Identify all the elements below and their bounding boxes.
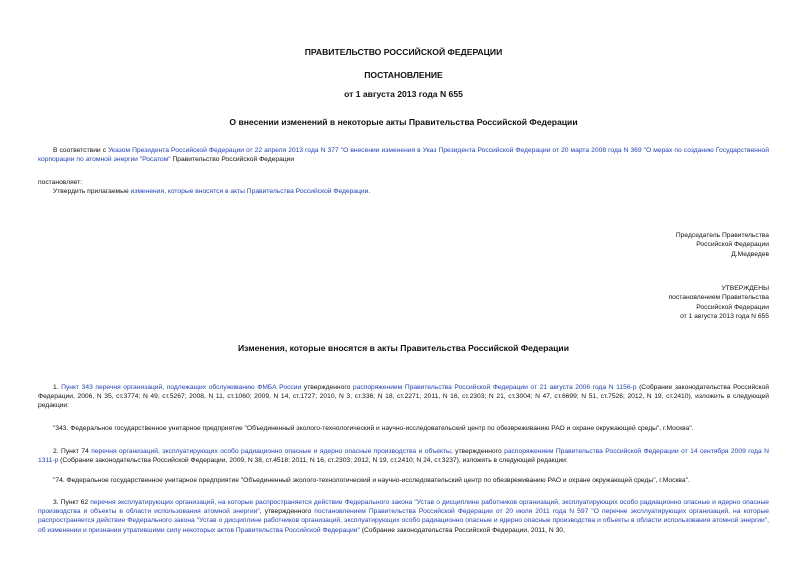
signature-position: Председатель Правительства <box>675 232 769 239</box>
preamble-text-end: Правительство Российской Федерации <box>170 156 295 164</box>
document-title: О внесении изменений в некоторые акты Правительства Российской Федерации <box>229 117 578 127</box>
item-1-text-b: (Собрание законодательства Российской Федерации, 2006, N 35, ст.3774; N 49, ст.5267; 2008, N 11, ст.1060; 2009, N 14, ст.1727; 2010, N 3, ст.336; N 18, ст.2271; 2011, N 16, ст.2303; N 21, ст.3004; N 47, ст.6699; N 51, ст.7526; 2012, N 19, ст.2410), изложить в следующей редакции: <box>38 384 769 410</box>
signature-block <box>676 231 769 259</box>
item-3-paragraph <box>38 498 769 535</box>
item-1-list-link[interactable]: Пункт 343 перечня организаций, подлежащих обслуживанию ФМБА России <box>61 384 302 391</box>
item-2-text-a: 2. Пункт 74 <box>53 448 92 455</box>
changes-link[interactable]: изменения, которые вносятся в акты Правительства Российской Федерации <box>130 188 369 195</box>
item-2-quote: "74. Федеральное государственное унитарное предприятие "Объединенный эколого-технологический и научно-исследовательский центр по обезвреживанию РАО и охране окружающей среды", г.Москва". <box>53 477 690 484</box>
approval-date: от 1 августа 2013 года N 655 <box>680 313 769 321</box>
approval-line-2: постановлением Правительства <box>668 294 769 302</box>
item-3-resolution-link[interactable]: постановлением Правительства Российской Федерации от 20 июля 2011 года N 597 "О перечне эксплуатирующих организаций, на которые распространяется действие Федерального закона "Устав о дисциплине работников организаций, эксплуатирующих особо радиационно опасные и ядерно опасные производства и объекты в области использования атомной энергии", об изменении и признании утратившими силу некоторых актов Правительства Российской Федерации" <box>38 508 769 534</box>
approve-text-end: . <box>368 188 371 195</box>
government-heading: ПРАВИТЕЛЬСТВО РОССИЙСКОЙ ФЕДЕРАЦИИ <box>304 47 503 57</box>
item-1-quote: "343. Федеральное государственное унитарное предприятие "Объединенный эколого-технологический и научно-исследовательский центр по обезвреживанию РАО и охране окружающей среды", г.Москва". <box>53 425 694 432</box>
item-2-text-b: , утвержденного <box>450 448 505 455</box>
approval-block <box>669 284 769 322</box>
approval-line-3: Российской Федерации <box>696 303 769 311</box>
item-1-paragraph <box>38 383 769 411</box>
changes-title: Изменения, которые вносятся в акты Правительства Российской Федерации <box>237 343 569 353</box>
resolves-line: постановляет: <box>38 179 83 186</box>
document-date-number: от 1 августа 2013 года N 655 <box>344 89 463 99</box>
item-1-order-link[interactable]: распоряжением Правительства Российской Федерации от 21 августа 2006 года N 1156-р <box>352 384 637 391</box>
item-3-text-a: 3. Пункт 62 <box>53 499 91 506</box>
item-2-text-c: (Собрание законодательства Российской Федерации, 2009, N 38, ст.4518; 2011, N 16, ст.2303; 2012, N 19, ст.2410; N 24, ст.3237), изложить в следующей редакции: <box>58 457 568 465</box>
item-2-paragraph <box>38 447 769 465</box>
item-3-text-b: , утвержденного <box>259 508 315 516</box>
item-2-order-link[interactable]: распоряжением Правительства Российской Федерации от 14 сентября 2009 года N 1311-р <box>38 448 769 465</box>
item-3-list-link[interactable]: перечня эксплуатирующих организаций, на которые распространяется действие Федерального закона "Устав о дисциплине работников организаций, эксплуатирующих особо радиационно опасные и ядерно опасные производства и объекты в области использования атомной энергии" <box>38 499 770 516</box>
document-type-heading: ПОСТАНОВЛЕНИЕ <box>364 70 443 80</box>
item-1-number: 1. <box>53 384 62 391</box>
approval-title: УТВЕРЖДЕНЫ <box>721 285 769 292</box>
signature-name: Д.Медведев <box>731 250 769 258</box>
item-1-text-a: утвержденного <box>301 384 353 391</box>
signature-country: Российской Федерации <box>696 241 769 249</box>
preamble-paragraph <box>38 146 769 164</box>
preamble-text-start: В соответствии с <box>53 147 109 154</box>
approve-text-start: Утвердить прилагаемые <box>53 188 131 195</box>
item-3-text-c: (Собрание законодательства Российской Федерации, 2011, N 30, <box>359 526 565 534</box>
decree-link[interactable]: Указом Президента Российской Федерации от 22 апреля 2013 года N 377 "О внесении изменения в Указ Президента Российской Федерации от 20 марта 2008 года N 369 "О мерах по созданию Государственной корпорации по атомной энергии "Росатом" <box>38 147 770 164</box>
item-2-list-link[interactable]: перечня организаций, эксплуатирующих особо радиационно опасные и ядерно опасные производства и объекты <box>91 448 451 455</box>
approve-paragraph <box>38 187 769 196</box>
